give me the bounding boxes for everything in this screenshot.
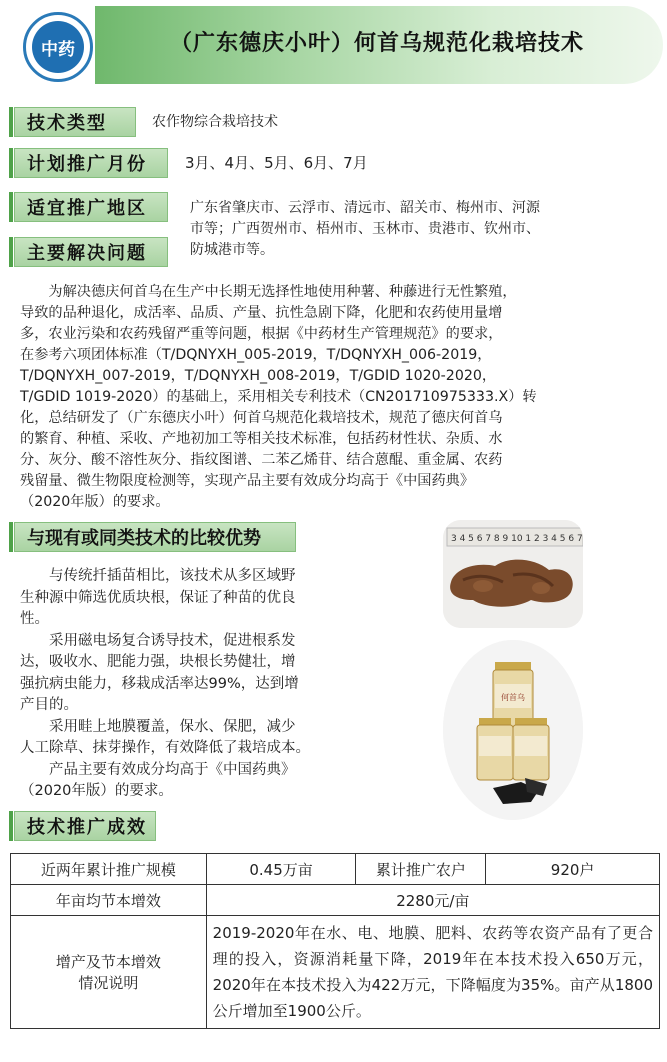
advantage-line: 达，吸收水、肥能力强，块根长势健壮，增 <box>20 654 296 670</box>
table-cell: 累计推广农户 <box>356 854 486 885</box>
problem-line: T/DQNYXH_007-2019，T/DQNYXH_008-2019，T/GDID 1020-2020， <box>20 368 497 384</box>
advantage-text <box>20 566 370 803</box>
ruler-digits: 3 4 5 6 7 8 9 10 1 2 3 4 5 6 7 <box>451 534 583 544</box>
problem-line: 多，农业污染和农药残留严重等问题，根据《中药材生产管理规范》的要求， <box>20 326 503 342</box>
advantage-line: 采用畦上地膜覆盖，保水、保肥，减少 <box>49 718 296 735</box>
problem-line: 残留量、微生物限度检测等，实现产品主要有效成分均高于《中国药典》 <box>20 473 475 489</box>
table-cell <box>11 916 207 1029</box>
advantage-line: 强抗病虫能力，移栽成活率达99%，达到增 <box>20 675 299 692</box>
table-cell: 2019-2020年在水、电、地膜、肥料、农药等农资产品有了更合理的投入，资源消耗量下降，2019年在本技术投入650万元，2020年在本技术投入为422万元，下降幅度为35%。亩产从1800公斤增加至1900公斤。 <box>206 916 659 1029</box>
table-row <box>11 885 660 916</box>
problem-line: 分、灰分、酸不溶性灰分、指纹图谱、二苯乙烯苷、结合蒽醌、重金属、农药 <box>20 452 503 468</box>
category-badge <box>23 12 93 82</box>
region-label: 适宜推广地区 <box>14 192 168 222</box>
region-line: 市等；广西贺州市、梧州市、玉林市、贵港市、钦州市、 <box>190 221 540 237</box>
table-row <box>11 916 660 1029</box>
problem-line: 在参考六项团体标准（T/DQNYXH_005-2019，T/DQNYXH_006-2019， <box>20 347 492 363</box>
tuber-photo <box>443 520 583 628</box>
advantage-line: 产品主要有效成分均高于《中国药典》 <box>49 761 296 778</box>
problem-line: 为解决德庆何首乌在生产中长期无选择性地使用种薯、种藤进行无性繁殖， <box>48 284 517 300</box>
category-badge-text: 中药 <box>32 21 84 73</box>
tech-type-value: 农作物综合栽培技术 <box>152 114 278 130</box>
table-cell: 近两年累计推广规模 <box>11 854 207 885</box>
region-line: 防城港市等。 <box>190 242 274 258</box>
region-value <box>190 198 660 261</box>
advantage-line: 人工除草、抹芽操作，有效降低了栽培成本。 <box>20 740 310 756</box>
results-table <box>10 853 660 1029</box>
advantage-line: 生种源中筛选优质块根，保证了种苗的优良 <box>20 589 296 606</box>
advantage-line: 采用磁电场复合诱导技术，促进根系发 <box>49 632 296 649</box>
page-title: （广东德庆小叶）何首乌规范化栽培技术 <box>170 31 585 56</box>
advantage-line: （2020年版）的要求。 <box>20 783 173 799</box>
problem-text <box>20 282 660 513</box>
problem-line: 导致的品种退化，成活率、品质、产量、抗性急剧下降，化肥和农药使用量增 <box>20 305 503 321</box>
advantage-line: 性。 <box>20 611 49 627</box>
advantage-line: 产目的。 <box>20 697 78 713</box>
table-row <box>11 854 660 885</box>
advantage-label: 与现有或同类技术的比较优势 <box>14 522 296 552</box>
table-cell: 0.45万亩 <box>206 854 356 885</box>
problem-line: 的繁育、种植、采收、产地初加工等相关技术标准，包括药材性状、杂质、水 <box>20 431 503 447</box>
cell-line: 增产及节本增效 <box>55 953 161 971</box>
results-label: 技术推广成效 <box>14 811 156 841</box>
problem-line: T/GDID 1019-2020）的基础上，采用相关专利技术（CN201710975333.X）转 <box>20 389 537 405</box>
table-cell: 年亩均节本增效 <box>11 885 207 916</box>
tech-type-label: 技术类型 <box>14 107 136 137</box>
promo-months-value: 3月、4月、5月、6月、7月 <box>185 154 368 172</box>
problem-line: （2020年版）的要求。 <box>20 494 170 510</box>
advantage-line: 与传统扦插苗相比，该技术从多区域野 <box>49 568 296 584</box>
table-cell: 920户 <box>486 854 660 885</box>
problem-label: 主要解决问题 <box>14 237 168 267</box>
region-line: 广东省肇庆市、云浮市、清远市、韶关市、梅州市、河源 <box>190 200 540 216</box>
promo-months-label: 计划推广月份 <box>14 148 168 178</box>
cell-line: 情况说明 <box>78 974 139 992</box>
table-cell: 2280元/亩 <box>206 885 659 916</box>
problem-line: 化，总结研发了（广东德庆小叶）何首乌规范化栽培技术，规范了德庆何首乌 <box>20 410 503 426</box>
product-jars-photo <box>443 640 583 820</box>
svg-text:何首乌: 何首乌 <box>501 693 525 702</box>
